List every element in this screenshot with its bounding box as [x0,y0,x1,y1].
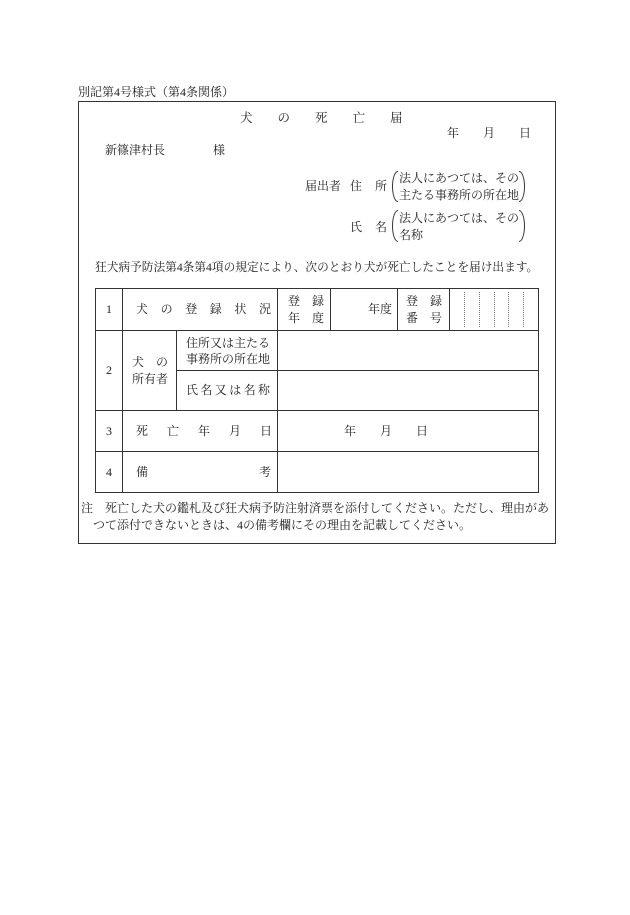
row-number [96,331,123,411]
registration-year-value-cell [331,289,398,331]
owner-label-line: 所有者 [132,371,169,386]
declaration-statement: 狂犬病予防法第4条第4項の規定により、次のとおり犬が死亡したことを届け出ます。 [95,261,539,274]
owner-address-label-line: 事務所の所在地 [186,351,271,366]
form-title: 犬の死亡届 [240,111,428,125]
digit-box [450,292,465,327]
row-number [96,411,123,452]
remarks-row [96,452,539,493]
row-number [96,452,123,493]
digit-box [524,292,538,327]
death-date-value-cell [278,411,539,452]
address-note-open-bracket [392,171,398,202]
owner-name-label: 氏名又は名称 [186,383,273,397]
owner-address-label-line: 住所又は主たる [186,335,271,350]
form-number-label: 別記第4号様式（第4条関係） [78,85,235,99]
owner-name-value-cell [278,371,539,411]
owner-label-cell [123,331,181,411]
registration-number-label-line: 番号 [406,310,455,325]
note-line: つて添付できないときは、4の備考欄にその理由を記載してください。 [93,518,472,532]
death-date-label: 死亡年月日 [136,423,292,438]
digit-box [480,292,495,327]
submission-date: 年 月 日 [447,126,532,140]
row-number-text: 1 [106,302,112,316]
remarks-label: 備考 [136,464,383,479]
name-note-line: 名称 [399,228,424,242]
registration-label: 犬の登録状況 [136,302,284,316]
registration-number-value-cell [450,289,539,331]
owner-address-label-cell [177,331,278,371]
applicant-name-label: 氏名 [350,220,401,234]
note-line: 注 死亡した犬の鑑札及び狂犬病予防注射済票を添付してください。ただし、理由があ [81,501,550,515]
registration-year-label-line: 年度 [288,310,337,325]
registration-year-label-line: 登録 [288,293,337,308]
address-note-line: 主たる事務所の所在地 [399,188,520,202]
registration-number-label-line: 登録 [406,293,455,308]
registration-label-cell [123,289,284,331]
death-date-row [96,411,539,452]
row-number-text: 2 [106,363,112,377]
owner-name-label-cell [177,371,278,411]
address-note-line: 法人にあつては、その [399,171,520,185]
registration-table [95,288,539,493]
registration-number-digit-boxes [450,292,538,327]
death-date-label-cell [123,411,292,452]
row-number [96,289,123,331]
digit-box [495,292,510,327]
registration-row [96,289,539,331]
row-number-text: 4 [106,464,112,479]
owner-address-value-cell [278,331,539,371]
registration-year-label-cell [278,289,337,331]
applicant-label: 届出者 [305,179,342,193]
owner-address-row [96,331,539,371]
name-note-open-bracket [392,210,398,242]
death-date-value: 年 月 日 [344,423,429,438]
applicant-address-label: 住所 [350,179,401,193]
registration-number-label-cell [398,289,455,331]
digit-box [509,292,524,327]
registration-year-suffix: 年度 [368,302,393,316]
row-number-text: 3 [106,423,112,438]
addressee-name: 新篠津村長 [105,143,166,157]
owner-label-line: 犬の [132,354,181,369]
digit-box [465,292,480,327]
addressee-honorific: 様 [213,143,226,157]
remarks-label-cell [123,452,383,493]
name-note-line: 法人にあつては、その [399,211,520,225]
